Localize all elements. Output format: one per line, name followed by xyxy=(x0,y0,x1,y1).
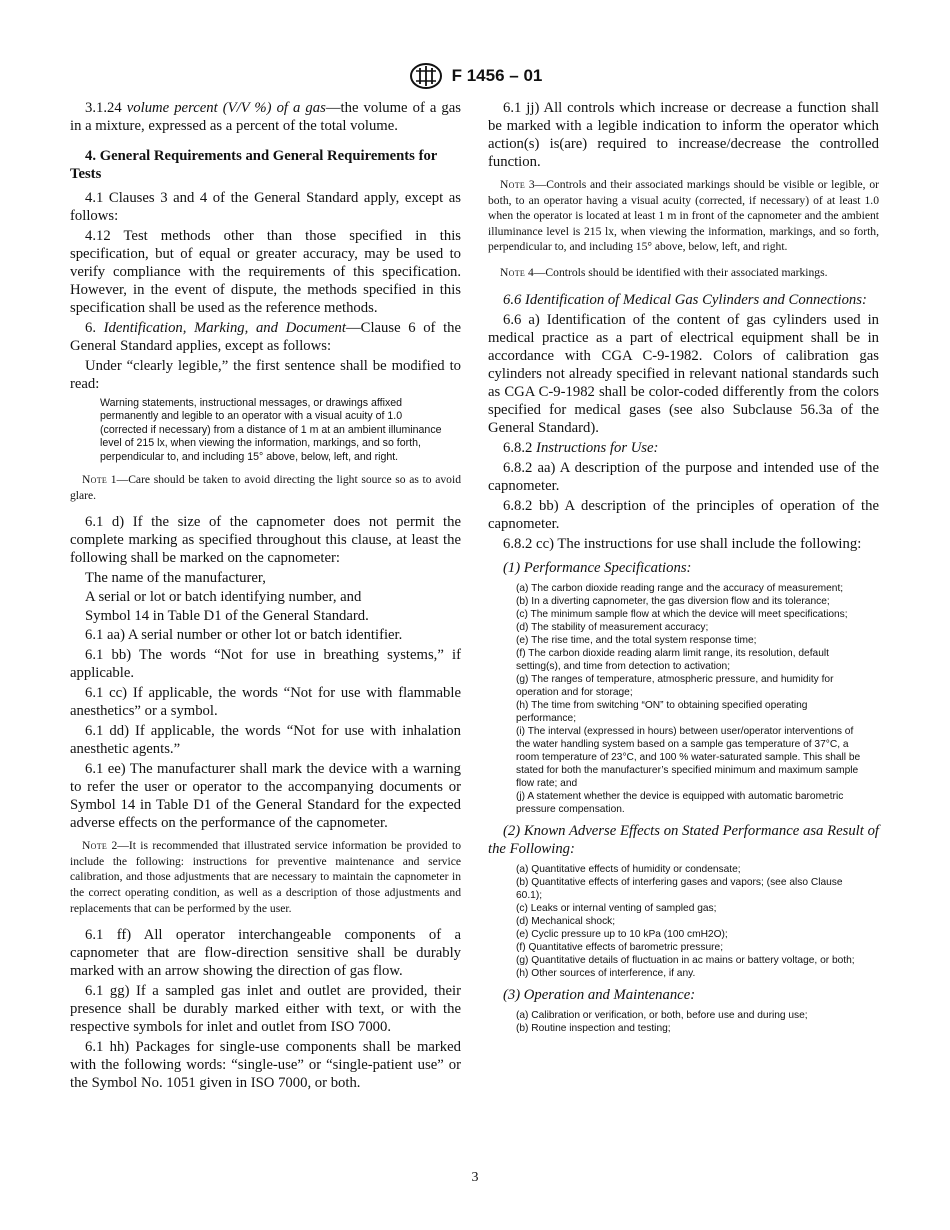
list-item: (g) The ranges of temperature, atmospheric pressure, and humidity for operation and for storage; xyxy=(516,673,834,698)
list-item: (c) The minimum sample flow at which the device will meet specifications; xyxy=(516,608,848,620)
list-item: (h) Other sources of interference, if any. xyxy=(516,967,696,979)
paragraph-3-1-24: 3.1.24 volume percent (V/V %) of a gas—the volume of a gas in a mixture, expressed as a percent of the total volume. xyxy=(70,100,462,134)
left-column xyxy=(70,99,461,1094)
paragraph-6-1-gg: 6.1 gg) If a sampled gas inlet and outlet are provided, their presence shall be durably marked either with text, or with the respective symbols for inlet and outlet from ISO 7000. xyxy=(70,983,461,1036)
list-item: (d) The stability of measurement accuracy; xyxy=(516,621,709,633)
paragraph-6-1-ee: 6.1 ee) The manufacturer shall mark the device with a warning to refer the user or operator to the accompanying documents or Symbol 14 in Table D1 of the General Standard for the expected adverse effects on the performance of the capnometer. xyxy=(70,761,461,832)
list-item: (h) The time from switching “ON” to obtaining specified operating performance; xyxy=(516,699,808,724)
quoted-requirement: Warning statements, instructional messages, or drawings affixed permanently and legible to an operator with a visual acuity of 1.0 (corrected if necessary) from a distance of 1 m at an ambient illuminance level of 215 lx, when viewing the information, markings, and so forth, perpendicular to, and including 15° above, below, left, and right. xyxy=(100,397,442,463)
paragraph-6-6: 6.6 Identification of Medical Gas Cylinders and Connections: xyxy=(503,291,867,308)
paragraph-6-1-jj: 6.1 jj) All controls which increase or decrease a function shall be marked with a legible indication to inform the operator which action(s) is(are) required to increase/decrease the controlled function. xyxy=(488,100,879,170)
note-4: Note 4—Controls should be identified with their associated markings. xyxy=(500,265,828,279)
performance-list xyxy=(516,582,869,816)
marking-item: Symbol 14 in Table D1 of the General Standard. xyxy=(85,608,369,625)
list-item: (d) Mechanical shock; xyxy=(516,915,616,927)
astm-logo xyxy=(408,62,444,90)
list-item: (j) A statement whether the device is equipped with automatic barometric pressure compensation. xyxy=(516,790,844,815)
note-3: Note 3—Controls and their associated markings should be visible or legible, or both, to an operator having a visual acuity (corrected, if necessary) of at least 1.0 when the operator is located at least 1 m in front of the capnometer and the ambient illuminance level is 215 lx, when viewing the information, markings, and so forth, perpendicular to, and including 15° above, below, left, and right. xyxy=(488,178,879,254)
list-item: (e) The rise time, and the total system response time; xyxy=(516,634,757,646)
list-item: (f) The carbon dioxide reading alarm limit range, its resolution, default setting(s), and time from detection to activation; xyxy=(516,647,829,672)
note-2: Note 2—It is recommended that illustrated service information be provided to include the following: instructions for preventive maintenance and service calibration, and those adjustments that are necessary to maintain the capnometer in the correct operating condition, as well as a description of those adjustments and replacements that can be performed by the user. xyxy=(70,839,461,915)
subheading-operation: (3) Operation and Maintenance: xyxy=(503,986,696,1003)
section-4-heading: 4. General Requirements and General Requirements for Tests xyxy=(70,148,438,182)
paragraph-6-1-bb: 6.1 bb) The words “Not for use in breathing systems,” if applicable. xyxy=(70,647,461,682)
subheading-performance: (1) Performance Specifications: xyxy=(503,559,692,576)
list-item: (c) Leaks or internal venting of sampled gas; xyxy=(516,902,717,914)
paragraph-6-1-ff: 6.1 ff) All operator interchangeable components of a capnometer that are flow-direction sensitive shall be durably marked with an arrow showing the direction of gas flow. xyxy=(70,927,461,980)
right-column xyxy=(488,99,879,1039)
list-item: (b) Routine inspection and testing; xyxy=(516,1022,671,1034)
operation-list xyxy=(516,1009,869,1035)
list-item: (a) Quantitative effects of humidity or condensate; xyxy=(516,863,741,875)
paragraph-6-1-cc: 6.1 cc) If applicable, the words “Not for use with flammable anesthetics” or a symbol. xyxy=(70,685,461,720)
paragraph-6-8-2: 6.8.2 Instructions for Use: xyxy=(503,439,659,456)
note-1: Note 1—Care should be taken to avoid directing the light source so as to avoid glare. xyxy=(70,473,461,502)
subheading-adverse-effects: (2) Known Adverse Effects on Stated Performance asa Result of the Following: xyxy=(488,822,879,857)
paragraph-6-1-aa: 6.1 aa) A serial number or other lot or batch identifier. xyxy=(85,627,403,644)
page-number: 3 xyxy=(471,1170,479,1185)
marking-item: A serial or lot or batch identifying number, and xyxy=(85,589,362,606)
paragraph-6-1-dd: 6.1 dd) If applicable, the words “Not for use with inhalation anesthetic agents.” xyxy=(70,723,461,758)
list-item: (b) In a diverting capnometer, the gas diversion flow and its tolerance; xyxy=(516,595,830,607)
marking-item: The name of the manufacturer, xyxy=(85,570,266,587)
paragraph-6-8-2-bb: 6.8.2 bb) A description of the principles of operation of the capnometer. xyxy=(488,497,879,532)
list-item: (f) Quantitative effects of barometric pressure; xyxy=(516,941,724,953)
list-item: (a) The carbon dioxide reading range and the accuracy of measurement; xyxy=(516,582,844,594)
paragraph-6-1-hh: 6.1 hh) Packages for single-use components shall be marked with the following words: “single-use” or “single-patient use” or the Symbol No. 1051 given in ISO 7000, or both. xyxy=(70,1039,461,1092)
adverse-effects-list xyxy=(516,863,869,980)
paragraph-4-12: 4.12 Test methods other than those specified in this specification, but of equal or greater accuracy, may be used to verify compliance with the requirements of this specification. However, in the event of dispute, the methods specified in this specification shall be used as the reference methods. xyxy=(70,228,461,316)
list-item: (i) The interval (expressed in hours) between user/operator interventions of the water handling system based on a sample gas temperature of 37°C, a room temperature of 23°C, and 100 % water-saturated sample. This shall be stated for both the manufacturer’s specified minimum and maximum sample flow rate; and xyxy=(516,725,861,789)
paragraph-6: 6. Identification, Marking, and Document—Clause 6 of the General Standard applies, except as follows: xyxy=(70,320,462,354)
paragraph-6-8-2-aa: 6.8.2 aa) A description of the purpose and intended use of the capnometer. xyxy=(488,459,879,494)
list-item: (b) Quantitative effects of interfering gases and vapors; (see also Clause 60.1); xyxy=(516,876,843,901)
paragraph-4-1: 4.1 Clauses 3 and 4 of the General Standard apply, except as follows: xyxy=(70,190,461,224)
list-item: (g) Quantitative details of fluctuation in ac mains or battery voltage, or both; xyxy=(516,954,855,966)
paragraph-under: Under “clearly legible,” the first sentence shall be modified to read: xyxy=(70,358,461,392)
list-item: (a) Calibration or verification, or both, before use and during use; xyxy=(516,1009,808,1021)
list-item: (e) Cyclic pressure up to 10 kPa (100 cmH2O); xyxy=(516,928,728,940)
paragraph-6-1-d: 6.1 d) If the size of the capnometer does not permit the complete marking as specified throughout this clause, at least the following shall be marked on the capnometer: xyxy=(70,514,461,567)
paragraph-6-6-a: 6.6 a) Identification of the content of gas cylinders used in medical practice as a part of electrical equipment shall be in accordance with CGA C-9-1982. Colors of calibration gas cylinders not already specified in relevant national standards such as CGA C-9-1982 shall be color-coded differently from the colors specified for medical gases (see also Subclause 56.3a of the General Standard). xyxy=(488,311,879,436)
document-designation: F 1456 – 01 xyxy=(451,66,543,85)
page-header xyxy=(0,62,950,90)
paragraph-6-8-2-cc: 6.8.2 cc) The instructions for use shall include the following: xyxy=(503,535,862,552)
